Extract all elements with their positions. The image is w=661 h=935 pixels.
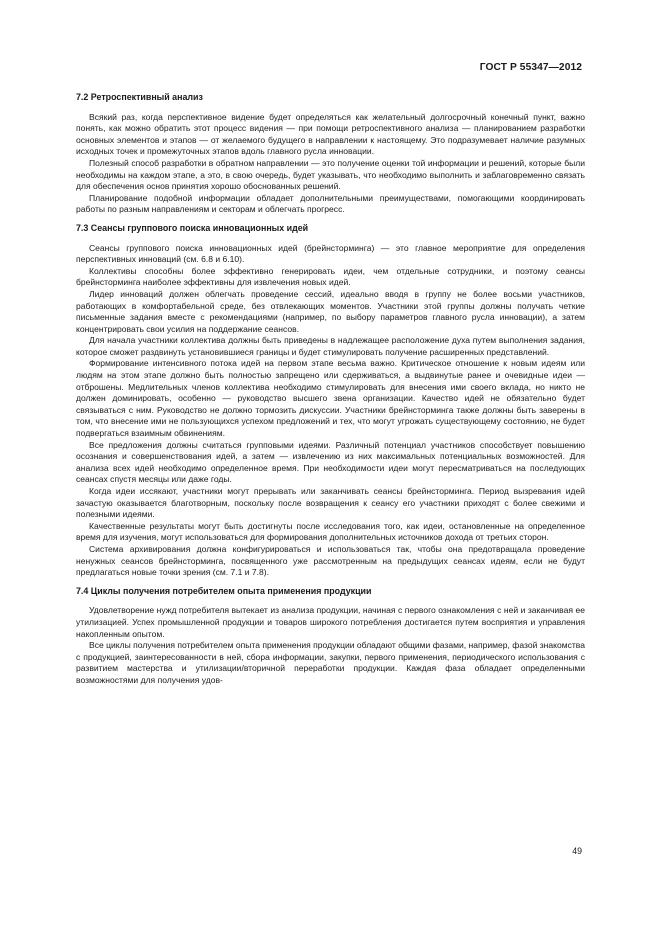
paragraph: Полезный способ разработки в обратном направлении — это получение оценки той информации и решений, которые были необходимы на каждом этапе, а это, в свою очередь, будет указывать, что необходимо выполнить и заблаговременно связать для обеспечения основ принятия хорошо обоснованных решений. — [76, 157, 585, 192]
paragraph: Сеансы группового поиска инновационных идей (брейнсторминга) — это главное мероприятие для определения перспективных инноваций (см. 6.8 и 6.10). — [76, 242, 585, 265]
section-heading: 7.3 Сеансы группового поиска инновационных идей — [76, 222, 309, 233]
section-7-2 — [76, 92, 585, 216]
document-code: ГОСТ Р 55347—2012 — [479, 62, 582, 73]
paragraph: Качественные результаты могут быть достигнуты после исследования того, как идеи, остановленные на определенное время для изучения, могут использоваться для формирования дополнительных источников дохода от третьих сторон. — [76, 520, 585, 543]
document-body — [76, 92, 585, 694]
paragraph: Формирование интенсивного потока идей на первом этапе весьма важно. Критическое отношение к новым идеям или людям на этом этапе должно быть полностью запрещено или сдерживаться, а выдвинутые ранее и очевидные идеи — отброшены. Медлительных членов коллектива необходимо стимулировать для внесения ими своего вклада, но никто не должен доминировать, особенно — руководство высшего звена организации. Качество идей не обязательно будет связываться с ним. Руководство не должно тормозить дискуссии. Участники брейнсторминга также должны быть заверены в том, что внесение ими не пользующихся успехом предложений и тех, что могут угрожать существующему состоянию, не будет подвергаться взаимным обвинениям. — [76, 358, 585, 439]
paragraph: Когда идеи иссякают, участники могут прерывать или заканчивать сеансы брейнсторминга. Период вызревания идей зачастую оказывается благотворным, поскольку после возвращения к сеансу его участники приходят с более свежими и полезными идеями. — [76, 486, 585, 520]
paragraph: Коллективы способны более эффективно генерировать идеи, чем отдельные сотрудники, и поэтому сеансы брейнсторминга наиболее эффективны для извлечения новых идей. — [76, 265, 585, 288]
paragraph: Все предложения должны считаться групповыми идеями. Различный потенциал участников способствует повышению осознания и совершенствования идей, а затем — извлечению из них максимальных потенциальных возможностей. Для анализа всех идей необходимо определенное время. При необходимости идеи могут пересматриваться на последующих сеансах спустя месяцы или даже годы. — [76, 439, 585, 485]
paragraph: Все циклы получения потребителем опыта применения продукции обладают общими фазами, например, фазой знакомства с продукцией, заинтересованности в ней, сбора информации, закупки, первого применения, периодического использования с развитием мастерства и утилизации/вторичной переработки продукции. Каждая фаза обладает определенными возможностями для получения удов- — [76, 640, 585, 685]
section-7-3 — [76, 223, 585, 579]
paragraph: Система архивирования должна конфигурироваться и использоваться так, чтобы она предотвращала проведение ненужных сеансов брейнсторминга, посвященного уже рассмотренным на предыдущих сеансах идеям, если не будут предлагаться новые точки зрения (см. 7.1 и 7.8). — [76, 543, 585, 578]
paragraph: Всякий раз, когда перспективное видение будет определяться как желательный долгосрочный конечный пункт, важно понять, как можно обратить этот процесс видения — при помощи ретроспективного анализа — планированием разработки основных элементов и этапов — от желаемого будущего в направлении к настоящему. Это подразумевает наличие разумных исходных точек и промежуточных этапов вдоль главного русла инновации. — [76, 111, 585, 157]
page-number: 49 — [572, 846, 582, 856]
section-7-4 — [76, 586, 585, 687]
paragraph: Удовлетворение нужд потребителя вытекает из анализа продукции, начиная с первого ознакомления с ней и заканчивая ее утилизацией. Успех промышленной продукции и товаров широкого потребления достигается путем восприятия и управления накопленным опытом. — [76, 605, 585, 639]
paragraph: Для начала участники коллектива должны быть приведены в надлежащее расположение духа путем выполнения задания, которое сможет раздвинуть установившиеся границы и будет стимулировать получение расширенных представлений. — [76, 335, 585, 357]
section-heading: 7.4 Циклы получения потребителем опыта применения продукции — [76, 585, 372, 596]
paragraph: Планирование подобной информации обладает дополнительными преимуществами, помогающими координировать работы по разным направлениям и секторам и облегчать прогресс. — [76, 192, 585, 215]
paragraph: Лидер инноваций должен облегчать проведение сессий, идеально вводя в группу не более восьми участников, работающих в комфортабельной среде, без отвлекающих моментов. Участники этой группы должны получать четкие письменные задания вместе с рекомендациями (например, по выбору параметров главного русла инновации), а затем концентрировать свои усилия на поддержание сеансов. — [76, 288, 585, 334]
section-heading: 7.2 Ретроспективный анализ — [76, 92, 203, 102]
